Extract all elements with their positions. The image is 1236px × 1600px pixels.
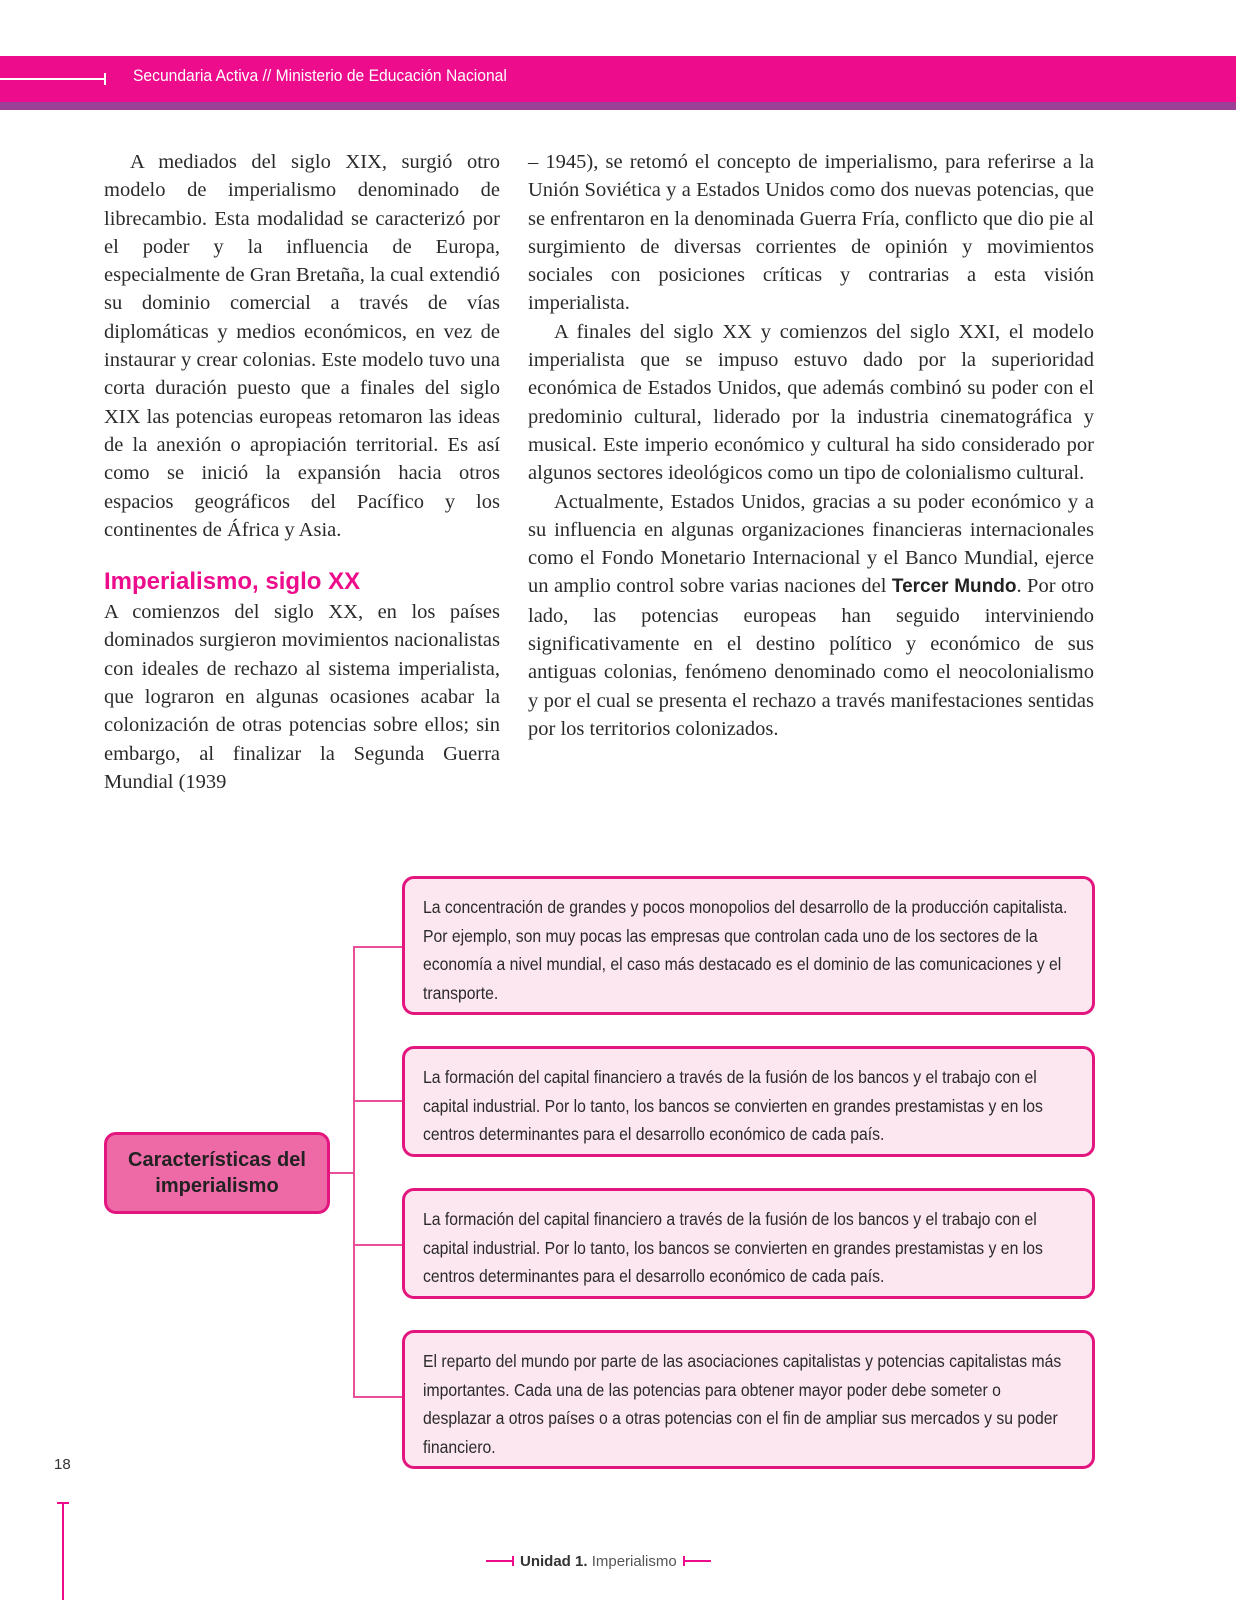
diagram-main-box [104,1132,330,1214]
header-stripe [0,102,1236,110]
right-paragraph-3-text-a: Actualmente, Estados Unidos, gracias a su poder económico y a su influencia en algunas organizaciones financieras internacionales como el Fondo Monetario Internacional y el Banco Mundial, ejerce un amplio control sobre varias naciones del [528,490,1094,598]
footer-topic: Imperialismo [591,1552,677,1570]
diagram-main-label: Características del imperialismo [128,1149,306,1197]
left-paragraph-1: A mediados del siglo XIX, surgió otro modelo de imperialismo denominado de librecambio. Esta modalidad se caracterizó por el poder y la influencia de Europa, especialmente de Gran Bretaña, la cual extendió su dominio comercial a través de vías diplomáticas y medios económicos, en vez de instaurar y crear colonias. Este modelo tuvo una corta duración puesto que a finales del siglo XIX las potencias europeas retomaron las ideas de la anexión o apropiación territorial. Es así como se inició la expansión hacia otros espacios geográficos del Pacífico y los continentes de África y Asia. [104,151,500,541]
left-column [104,148,500,796]
glossary-term: Tercer Mundo [891,576,1017,598]
page-number: 18 [54,1456,71,1473]
footer-rule-left [486,1560,514,1562]
header-rule-tick [104,73,106,85]
diagram-item-3 [402,1188,1095,1299]
right-paragraph-2: A finales del siglo XX y comienzos del siglo XXI, el modelo imperialista que se impuso estuvo dado por la superioridad económica de Estados Unidos, que además combinó su poder con el predominio cultural, liderado por la industria cinematográfica y musical. Este imperio económico y cultural ha sido considerado por algunos sectores ideológicos como un tipo de colonialismo cultural. [528,320,1094,485]
connector-main [330,1172,353,1174]
margin-rule-tick [57,1502,69,1504]
diagram-item-text: La formación del capital financiero a través de la fusión de los bancos y el trabajo con el capital industrial. Por lo tanto, los bancos se convierten en grandes prestamistas y en los centros determinantes para el desarrollo económico de cada país. [423,1209,1043,1286]
footer-rule-right [683,1560,711,1562]
diagram-item-text: La formación del capital financiero a través de la fusión de los bancos y el trabajo con el capital industrial. Por lo tanto, los bancos se convierten en grandes prestamistas y en los centros determinantes para el desarrollo económico de cada país. [423,1067,1043,1144]
diagram-item-text: La concentración de grandes y pocos monopolios del desarrollo de la producción capitalista. Por ejemplo, son muy pocas las empresas que controlan cada uno de los sectores de la economía a nivel mundial, el caso más destacado es el dominio de las comunicaciones y el transporte. [423,897,1068,1003]
diagram-item-text: El reparto del mundo por parte de las asociaciones capitalistas y potencias capitalistas más importantes. Cada una de las potencias para obtener mayor poder debe someter o desplazar a otros países o a otras potencias con el fin de ampliar sus mercados y su poder financiero. [423,1351,1062,1457]
right-column [528,148,1094,743]
diagram-item-4 [402,1330,1095,1469]
section-title: Imperialismo, siglo XX [104,568,361,596]
connector-trunk [353,946,355,1397]
right-paragraph-1: – 1945), se retomó el concepto de imperialismo, para referirse a la Unión Soviética y a Estados Unidos como dos nuevas potencias, que se enfrentaron en la denominada Guerra Fría, conflicto que dio pie al surgimiento de diversas corrientes de opinión y movimientos sociales con posiciones críticas y contrarias a esta visión imperialista. [528,151,1094,315]
diagram-item-1 [402,876,1095,1015]
right-paragraph-3 [528,488,1094,744]
footer [486,1550,711,1572]
connector-branch-4 [353,1396,402,1398]
header-rule [0,78,106,80]
margin-rule [62,1502,64,1600]
header-title: Secundaria Activa // Ministerio de Educación Nacional [133,66,507,85]
right-paragraph-3-text-b: . Por otro lado, las potencias europeas han seguido interviniendo significativamente en el destino político y económico de sus antiguas colonias, fenómeno denominado como el neocolonialismo y por el cual se presenta el rechazo a través manifestaciones sentidas por los territorios colonizados. [528,575,1095,740]
diagram-item-2 [402,1046,1095,1157]
connector-branch-1 [353,946,402,948]
connector-branch-2 [353,1100,402,1102]
connector-branch-3 [353,1244,402,1246]
footer-unit: Unidad 1. [520,1552,588,1570]
footer-label [520,1553,677,1570]
left-paragraph-2: A comienzos del siglo XX, en los países dominados surgieron movimientos nacionalistas con ideales de rechazo al sistema imperialista, que lograron en algunas ocasiones acabar la colonización de otras potencias sobre ellos; sin embargo, al finalizar la Segunda Guerra Mundial (1939 [104,601,500,793]
